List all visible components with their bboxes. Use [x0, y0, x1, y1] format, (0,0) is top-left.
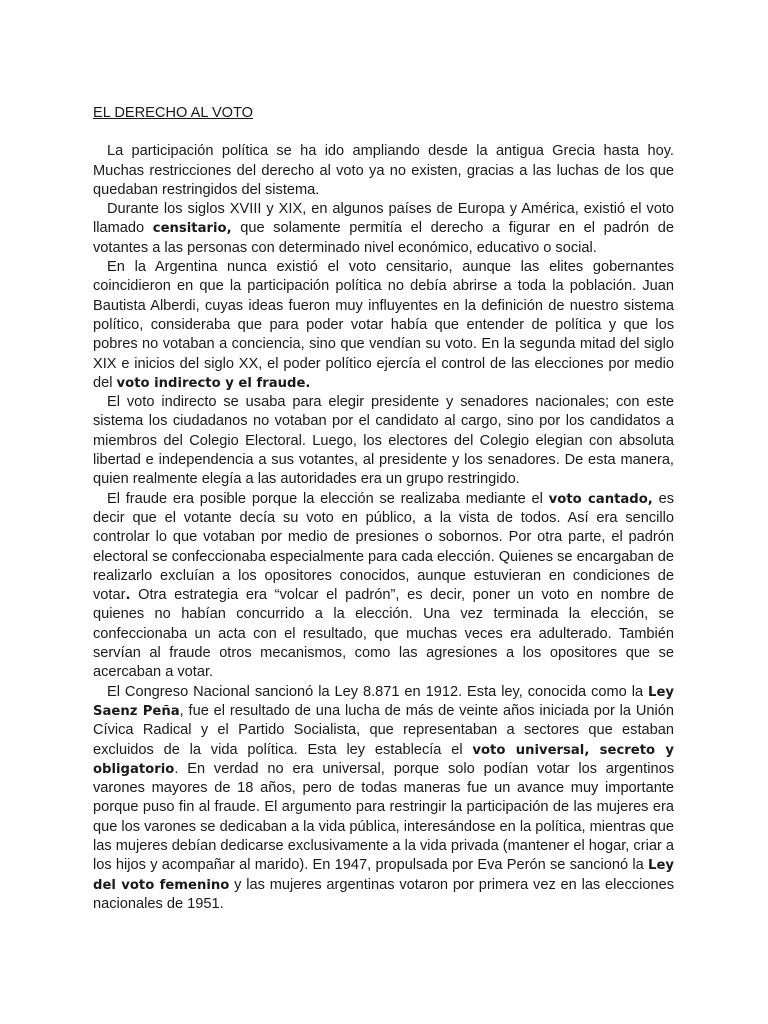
document-title: EL DERECHO AL VOTO	[93, 105, 254, 121]
bold-term: voto cantado,	[548, 491, 653, 507]
text-run: Otra estrategia era “volcar el padrón”, es decir, poner un voto en nombre de quienes no habían concurrido a la elección. Una vez terminada la elección, se confeccionaba un acta con el resultado, que muchas veces era adulterado. También servían al fraude otros mecanismos, como las agresiones a los opositores que se acercaban a votar.	[93, 587, 674, 681]
text-run: El Congreso Nacional sancionó la Ley 8.871 en 1912. Esta ley, conocida como la	[107, 683, 649, 700]
text-run: es decir que el votante decía su voto en público, a la vista de todos. Así era sencillo controlar lo que votaban por medio de presiones o sobornos. Por otra parte, el padrón electoral se confeccionaba especialmente para cada elección. Quienes se encargaban de realizarlo excluían a los opositores conocidos, aunque estuvieran en condiciones de votar	[93, 490, 675, 604]
bold-term: voto indirecto y el fraude.	[116, 375, 311, 391]
document-page	[93, 104, 674, 914]
text-run: y las mujeres argentinas votaron por primera vez en las elecciones nacionales de 1951.	[93, 876, 674, 912]
text-run: El voto indirecto se usaba para elegir presidente y senadores nacionales; con este sistema los ciudadanos no votaban por el candidato al cargo, sino por los candidatos a miembros del Colegio Electoral. Luego, los electores del Colegio elegian con absoluta libertad e independencia a sus votantes, al presidente y los senadores. De esta manera, quien realmente elegía a las autoridades era un grupo restringido.	[93, 394, 674, 488]
text-run: En la Argentina nunca existió el voto censitario, aunque las elites gobernantes coincidieron en que la participación política no debía abrirse a toda la población. Juan Bautista Alberdi, cuyas ideas fueron muy influyentes en la definición de nuestro sistema político, consideraba que para poder votar había que entender de política y que los pobres no votaban a conciencia, sino que vendían su voto. En la segunda mitad del siglo XIX e inicios del siglo XX, el poder político ejercía el control de las elecciones por medio del	[93, 259, 674, 391]
paragraph-3	[93, 258, 674, 393]
text-run: . En verdad no era universal, porque solo podían votar los argentinos varones mayores de 18 años, pero de todas maneras fue un avance muy importante porque puso fin al fraude. El argumento para restringir la participación de las mujeres era que los varones se dedicaban a la vida pública, interesándose en la política, mientras que las mujeres debían dedicarse exclusivamente a la vida privada (mantener el hogar, criar a los hijos y acompañar al marido). En 1947, propulsada por Eva Perón se sancionó la	[93, 760, 674, 874]
bold-term: censitario,	[152, 221, 232, 237]
paragraph-2	[93, 200, 674, 258]
document-body	[93, 142, 674, 914]
bold-term: Ley del voto femenino	[93, 858, 674, 893]
bold-term: .	[125, 588, 131, 604]
text-run: que solamente permitía el derecho a figurar en el padrón de votantes a las personas con determinado nivel económico, educativo o social.	[93, 220, 674, 256]
text-run: Durante los siglos XVIII y XIX, en algunos países de Europa y América, existió el voto llamado	[93, 201, 674, 237]
bold-term: Ley Saenz Peña	[93, 684, 674, 719]
paragraph-5	[93, 490, 674, 683]
text-run: La participación política se ha ido ampliando desde la antigua Grecia hasta hoy. Muchas restricciones del derecho al voto ya no existen, gracias a las luchas de los que quedaban restringidos del sistema.	[93, 143, 674, 198]
bold-term: voto universal, secreto y obligatorio	[93, 742, 674, 777]
paragraph-1	[93, 142, 674, 200]
text-run: , fue el resultado de una lucha de más de veinte años iniciada por la Unión Cívica Radical y el Partido Socialista, que representaban a sectores que estaban excluidos de la vida política. Esta ley establecía el	[93, 702, 674, 758]
paragraph-6	[93, 683, 674, 915]
paragraph-4	[93, 393, 674, 489]
text-run: El fraude era posible porque la elección se realizaba mediante el	[107, 490, 549, 507]
